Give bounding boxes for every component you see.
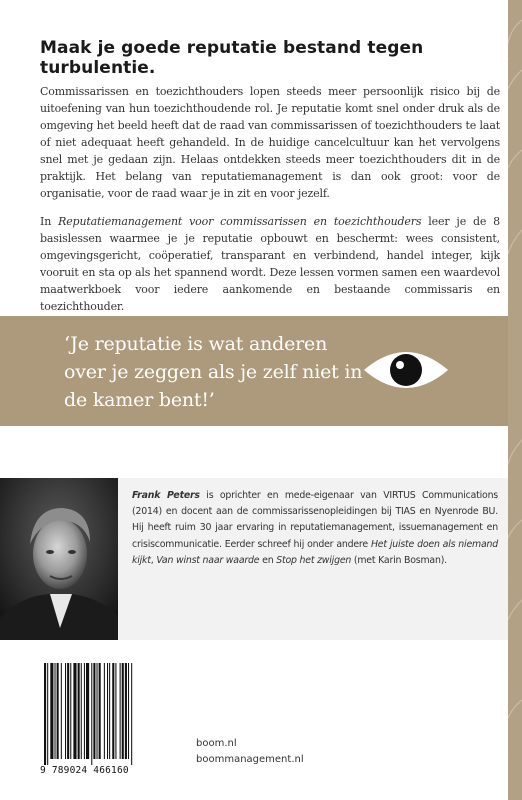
barcode-bar xyxy=(70,663,71,759)
author-name: Frank Peters xyxy=(132,490,200,501)
barcode-bar xyxy=(73,663,76,759)
barcode-bar xyxy=(93,663,95,759)
isbn-barcode xyxy=(40,663,172,775)
paragraph-prefix: In xyxy=(40,215,59,228)
barcode-bar xyxy=(78,663,80,759)
publisher-links xyxy=(196,736,304,768)
barcode-bar xyxy=(122,663,124,759)
bio-text-2: (met Karin Bosman). xyxy=(351,554,447,566)
publisher-link-boommanagement[interactable]: boommanagement.nl xyxy=(196,754,304,765)
barcode-bar xyxy=(128,663,129,759)
barcode-bar xyxy=(125,663,127,759)
barcode-bar xyxy=(55,663,56,759)
barcode-bar xyxy=(131,663,132,765)
isbn-digits: 9 789024 466160 xyxy=(40,765,129,776)
barcode-bar xyxy=(91,663,92,765)
paragraph-body: leer je de 8 basislessen waarmee je je reputatie opbouwt en beschermt: wees consistent, omgevingsgericht, coöperatief, transparant en verbindend, handel integer, kijk vooruit en sta op als het spannend wordt. Deze lessen vormen samen een waardevol maatwerkboek voor iedere aankomende en bestaande commissaris en toezichthouder. xyxy=(40,215,500,313)
author-portrait xyxy=(0,478,118,640)
barcode-bar xyxy=(109,663,110,759)
intro-paragraph: Commissarissen en toezichthouders lopen steeds meer persoonlijk risico bij de uitoefening van hun toezichthoudende rol. Je reputatie komt snel onder druk als de omgeving het beeld heeft dat de raad van commissarissen of toezichthouders te laat of niet adequaat heeft gehandeld. In de huidige cancelcultuur kan het vervolgens snel met je gedaan zijn. Helaas ontdekken steeds meer toezichthouders dit in de praktijk. Het belang van reputatiemanagement is dan ook groot: voor de organisatie, voor de raad waar je in zit en voor jezelf. xyxy=(40,85,500,200)
eye-icon xyxy=(360,338,452,402)
barcode-bar xyxy=(57,663,59,759)
barcode-bar xyxy=(99,663,101,759)
bio-separator-1: , xyxy=(150,554,157,566)
author-bio xyxy=(132,488,498,569)
bio-book-2: Van winst naar waarde xyxy=(156,554,260,566)
decorative-edge-stripe xyxy=(508,0,522,800)
barcode-bar xyxy=(84,663,85,759)
barcode-bar xyxy=(115,663,116,759)
book-title: Reputatiemanagement voor commissarissen en toezichthouders xyxy=(58,215,422,228)
bio-text-1: is oprichter en mede-eigenaar van VIRTUS Communications (2014) en docent aan de commissarissenopleidingen bij TIAS en Nyenrode BU. Hij heeft ruim 30 jaar ervaring in reputatiemanagement, issuemanagement en crisiscommunicatie. Eerder schreef hij onder andere xyxy=(132,490,498,550)
barcode-bar xyxy=(107,663,108,759)
bio-book-3: Stop het zwijgen xyxy=(276,554,352,566)
headline: Maak je goede reputatie bestand tegen turbulentie. xyxy=(40,38,424,78)
barcode-bar xyxy=(112,663,114,759)
barcode-bar xyxy=(67,663,69,759)
quote: ‘Je reputatie is wat anderen over je zeggen als je zelf niet in de kamer bent!’ xyxy=(64,333,363,411)
barcode-bar xyxy=(120,663,121,759)
barcode-bar xyxy=(81,663,82,759)
book-paragraph xyxy=(40,213,500,315)
barcode-bar xyxy=(50,663,53,759)
barcode-bar xyxy=(97,663,98,759)
barcode-bar xyxy=(86,663,89,759)
barcode-bar xyxy=(104,663,105,759)
barcode-bar xyxy=(61,663,62,759)
bio-separator-2: en xyxy=(259,554,277,566)
barcode-bar xyxy=(65,663,66,759)
bio-book-1: Het juiste doen als niemand kijkt xyxy=(132,538,498,566)
publisher-link-boom[interactable]: boom.nl xyxy=(196,738,237,749)
barcode-bar xyxy=(44,663,46,765)
barcode-bar xyxy=(47,663,48,765)
